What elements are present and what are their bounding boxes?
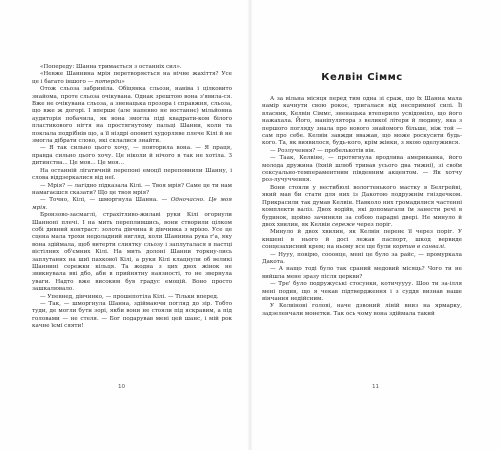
left-paragraph: — Точно, Кілі, — шморгнула Шанна. — Одночасно. Це моя мрія. xyxy=(32,197,232,211)
left-paragraph: Отож сльоза забриніла. Обіцянка сльози, навіва і цілковито знайома, проте сльоза очікувана. Однак зрештою вона з'явила-ся. Вже не очікувана сльоза, а зненацька прозора і справжня, сльоза, що вже ж догорі. І вперше (але напевно не востаннє) мільйонна аудиторія побачила, як вона змогла піді квадрати-ком білого пластикового нігтя на простягнутому пальці Шанни, коли та поклала подрібнів що, а її ніздрі оповиті худорляве плече Кілі й не змогла дібрати слово, які склалися знайти. xyxy=(32,86,232,145)
book-gutter xyxy=(247,0,253,450)
left-paragraph: — Я так сильно цього хочу, — повторила вона. — Я праця, правда сильно цього хочу. Це ніколи й нічого в так не хотіла. З дитинства... Це мов... Це моя... xyxy=(32,145,232,167)
left-paragraph: На останній лігатичній перепоні емоції переповнили Шанну, і слова віддзеркалися від неї. xyxy=(32,167,232,182)
right-page-text xyxy=(262,96,462,318)
left-paragraph: — Упевнед, дівчинко, — прошепотіла Кілі. — Тільки вперед. xyxy=(40,293,219,300)
right-paragraph: А за вільна місяця перед тим одна зі сраж, що їх Шанна мала намір качнути свою рокоє, тригалася від неспримної силі. Її власник, Келвін Сіммс, зненацька втеперило усвідоміло, що його нажахала. Його, маніпулятора з великої літери й людину, яка з першого погляду знала про нового знайомого більше, ніж той — сам про себе. Келвін завжди вважав, що може роскусити будь-кого. Та, як виявилося, будь-кого, крім жінки, з якою оделужився. xyxy=(262,96,462,147)
right-paragraph: Вони стояли у вестибюлі вологтенького мастку в Белгрейві, який мав би стати для них із Дакотою подружнім гніздечком. Прикрасили так думав Келвін. Навколо них громадилися частенні комплекти валіз. Двох водійв, які допомагали їм занести речі в будинок, щойно зачинили за собою парадні двері. Не минуло й двох хвилин, як Келвін сереже через поріг. xyxy=(262,184,462,228)
left-paragraph: «Невже Шаннина мрія перетворяється на нічне жахіття? Усе це і багато іншого — потерди» xyxy=(32,71,232,85)
right-paragraph: — Нууу, повірю, сооонце, мені це було за рaйс, — промуркала Дакота. xyxy=(262,251,462,265)
left-paragraph: — Так, — шморгнула Шанна, здіймаючи погляд до зір. Тобто туди, де могли бути зорі, якби вони не стояли під яскравим, а під головами — не стеля. — Бог подарував мені цей шанс, і мій рок качне їємі сяяти! xyxy=(32,301,232,330)
right-paragraph: — Тре' було подружуські стосунки, котичуууу. Шоо ти за-ілля мені подив, що я чекав підтвердження і з суддя визнав наше вінчання недійсним. xyxy=(262,281,462,302)
right-paragraph: — А нащо тоді було так сраний медовий місяць? Чого ти не вийшла мене зразу після церкви? xyxy=(262,266,462,280)
right-paragraph: Минуло й двох хвилин, як Келвін перенє її через поріг. У кишені в нього й досі лежав паспорт, шкод вервиде сонцезахисний крем; на ньому все ще були кортив в санвалі. xyxy=(262,229,462,251)
left-page-text xyxy=(32,64,232,331)
right-paragraph: — Таак, Келвіне, — протягнула вродлива американка, його молода дружина (їхній шлюб тривав усього два тижні), зі своїм сексуально-темпераментним південним акцентом. — Як хотчу роз-лучуччення. xyxy=(262,155,462,184)
chapter-title: Келвін Сіммс xyxy=(321,72,403,83)
right-paragraph: У Келвінові голові, наче дзвоний ліній вниз на ярмарку, задзеленчали монетки. Так ось чому вона здіймала такий xyxy=(262,303,462,317)
right-page-number: 11 xyxy=(372,384,380,390)
left-page-number: 10 xyxy=(118,384,126,390)
left-paragraph: Бронзово-засмаглі, страхітливо-жилаві руки Кілі огорнули Шанноні плечі. І на мить переплившись, вони створили цілком собі дивний контраст: золота дівчина й дівчинка з мрією. Усе це сцена мала трохи недоладний вигляд, коли Шаннина рука г'а, яку вона здіймала, щоб витерти слиятку сльозу і заплуталася в пастці вістілних об'ємних Кілі. На мить долоні Шанни торкну-лись заплутаних на шиї пахкової Кілі, а руки Кілі клацнули об великі Шаннині сережки кільця. Та жодна з цих двох жінок не звикнувала вві дбо, аби в прийнятну наязності, то не звернула уваги. Надто вже високим був градус емоцій. Воно просто зашкалювало. xyxy=(32,212,232,293)
right-paragraph: — Розлучення? — пробелькотів він. xyxy=(270,147,376,154)
left-paragraph: — Мрія? — лагідно підказала Кілі. — Твоя мрія? Саме це ти нам намагаєшся сказати? Що це твоя мрія? xyxy=(32,182,232,196)
left-paragraph: «Попереду: Шанна тримається з останніх сил». xyxy=(40,64,182,70)
